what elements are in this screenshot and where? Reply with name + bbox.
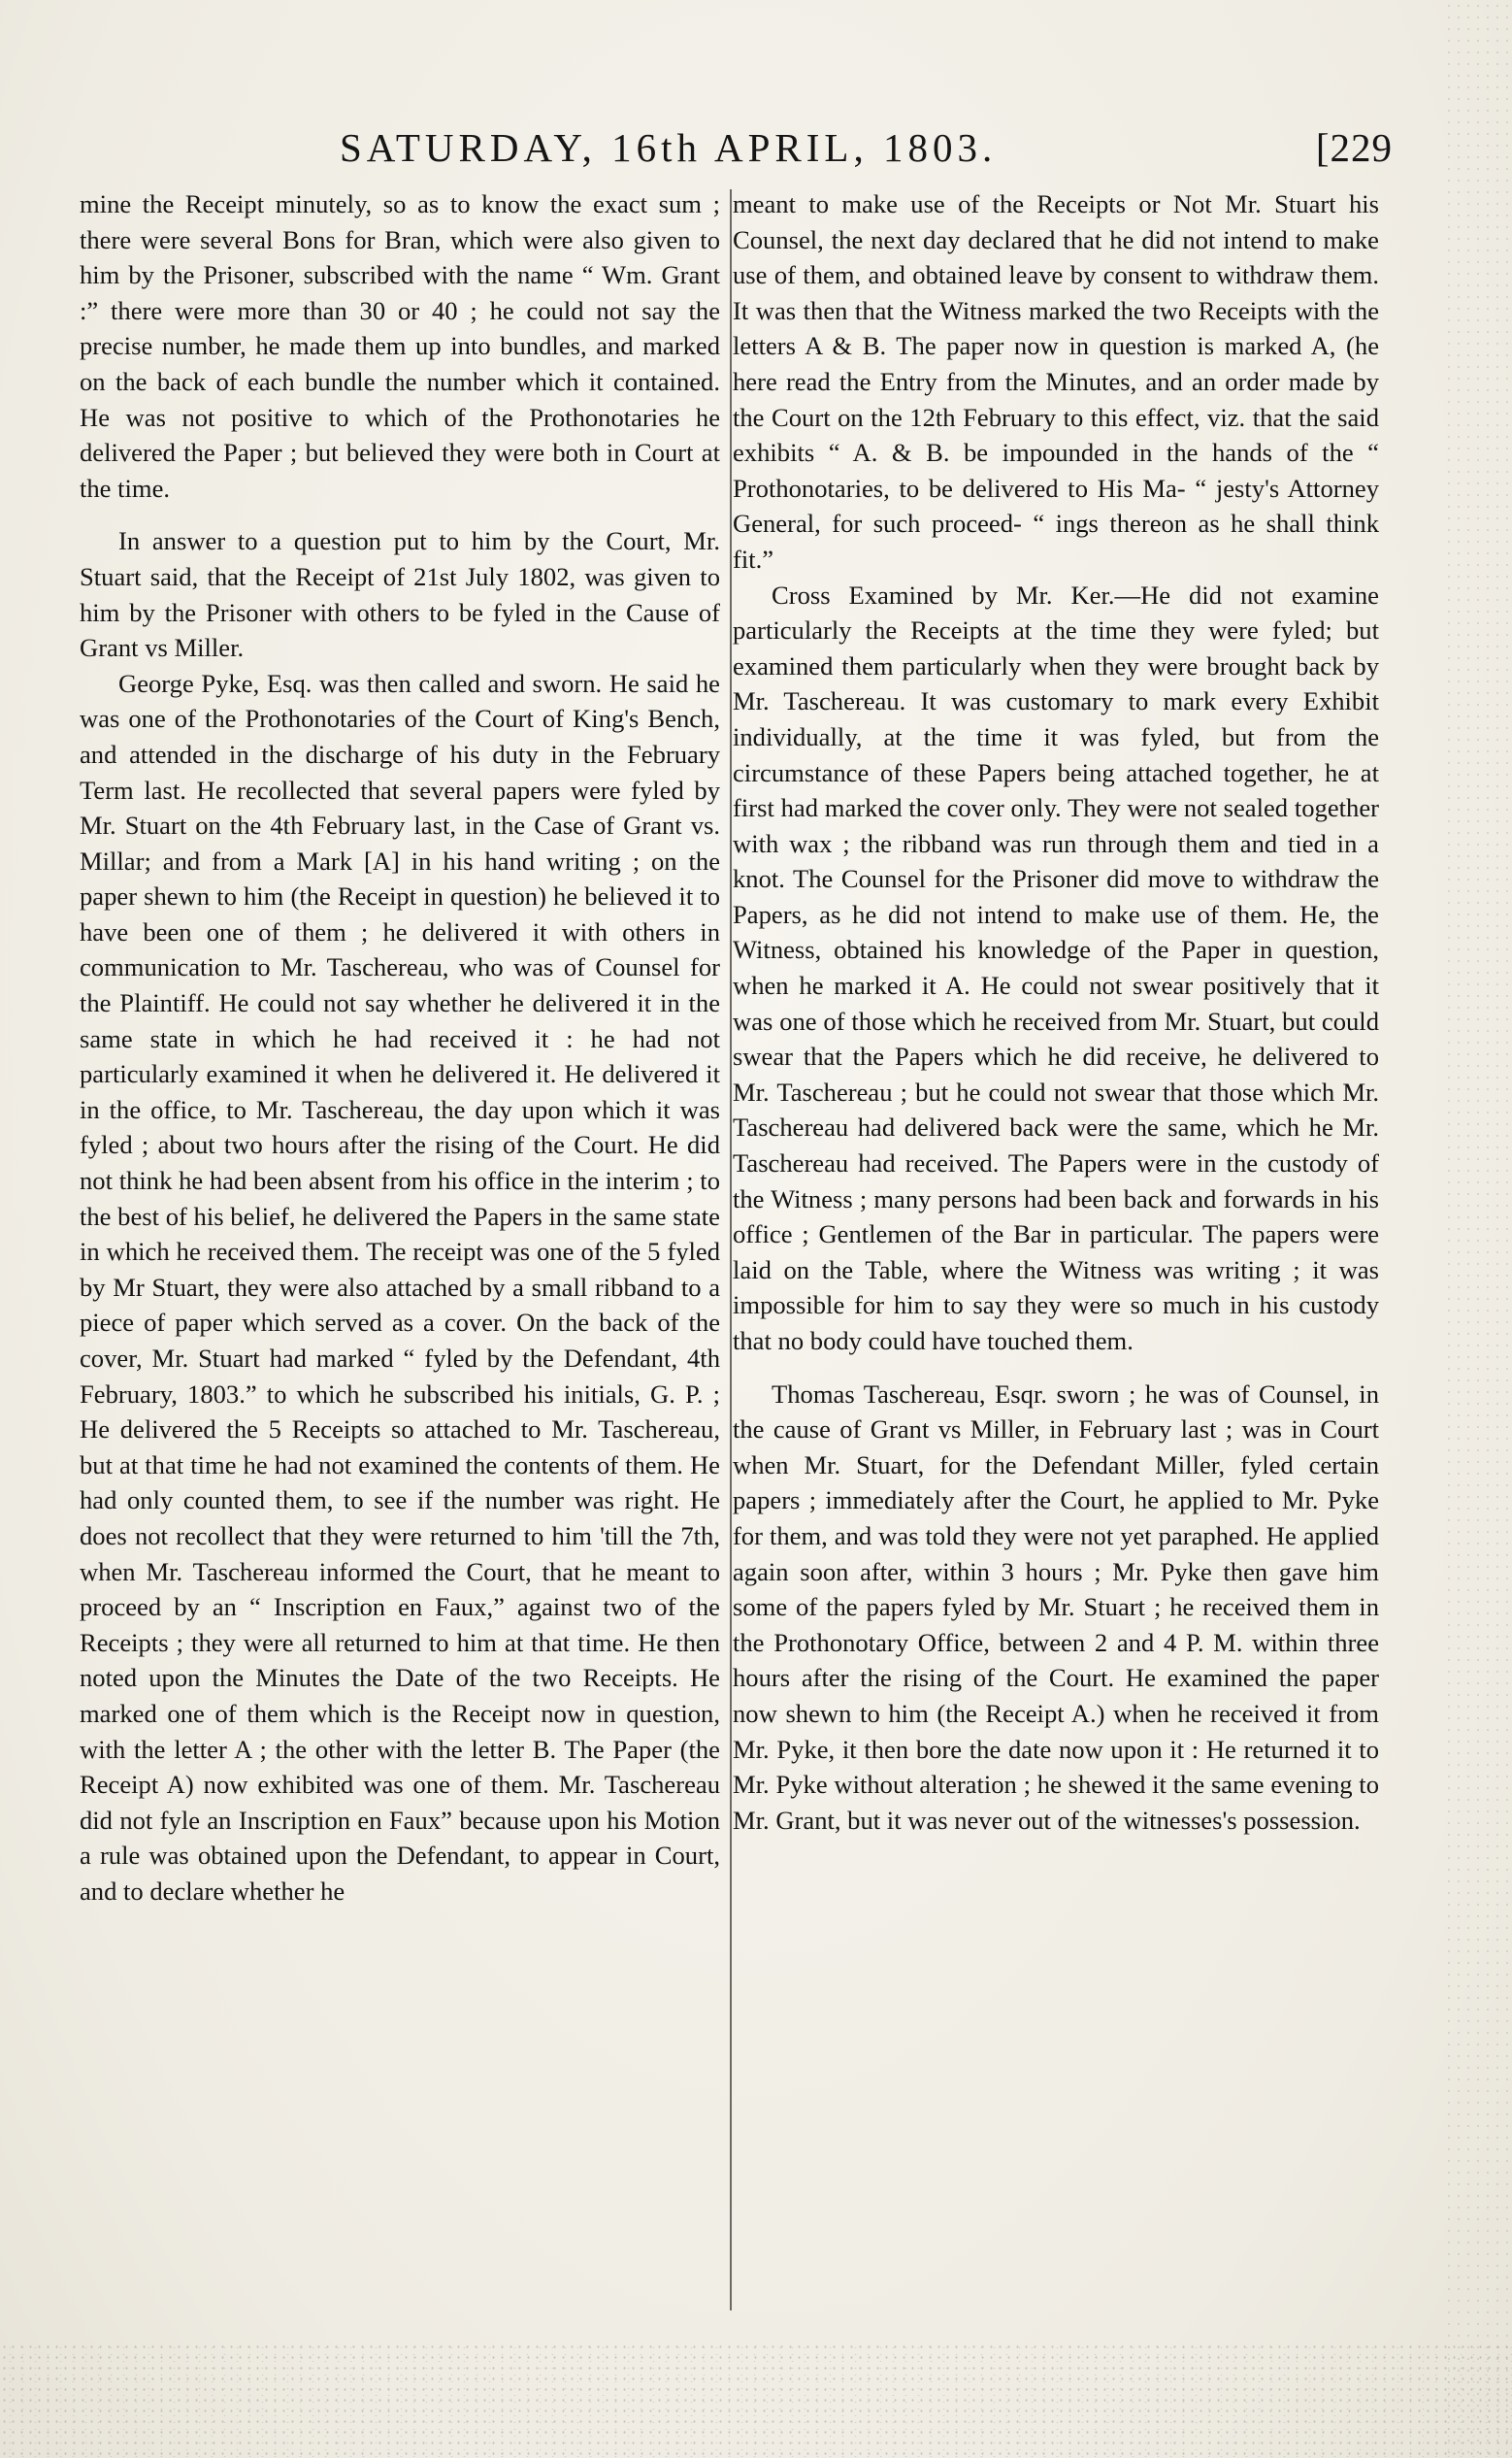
right-paragraph-2: Cross Examined by Mr. Ker.—He did not examine particularly the Receipts at the time they were fyled; but examined them particularly when they were brought back by Mr. Taschereau. It was customary to mark every Exhibit individually, at the time it was fyled, but from the circumstance of these Papers being attached together, he at first had marked the cover only. They were not sealed together with wax ; the ribband was run through them and tied in a knot. The Counsel for the Prisoner did move to withdraw the Papers, as he did not intend to make use of them. He, the Witness, obtained his knowledge of the Paper in question, when he marked it A. He could not swear positively that it was one of those which he received from Mr. Stuart, but could swear that the Papers which he did receive, he delivered to Mr. Taschereau ; but he could not swear that those which Mr. Taschereau had delivered back were the same, which he Mr. Taschereau had received. The Papers were in the custody of the Witness ; many persons had been back and forwards in his office ; Gentlemen of the Bar in particular. The papers were laid on the Table, where the Witness was writing ; it was impossible for him to say they were so much in his custody that no body could have touched them. xyxy=(733,580,1379,1355)
paper-speckle-right xyxy=(1444,0,1512,2458)
column-divider xyxy=(730,189,732,2310)
left-paragraph-3: George Pyke, Esq. was then called and sworn. He said he was one of the Prothonotaries of the Court of King's Bench, and attended in the discharge of his duty in the February Term last. He recollected that several papers were fyled by Mr. Stuart on the 4th February last, in the Case of Grant vs. Millar; and from a Mark [A] in his hand writing ; on the paper shewn to him (the Receipt in question) he believed it to have been one of them ; he delivered it with others in communication to Mr. Taschereau, who was of Counsel for the Plaintiff. He could not say whether he delivered it in the same state in which he had received it : he had not particularly examined it when he delivered it. He delivered it in the office, to Mr. Taschereau, the day upon which it was fyled ; about two hours after the rising of the Court. He did not think he had been absent from his office in the interim ; to the best of his belief, he delivered the Papers in the same state in which he received them. The receipt was one of the 5 fyled by Mr Stuart, they were also attached by a small ribband to a piece of paper which served as a cover. On the back of the cover, Mr. Stuart had marked “ fyled by the Defendant, 4th February, 1803.” to which he subscribed his initials, G. P. ; He delivered the 5 Receipts so attached to Mr. Taschereau, but at that time he had not examined the contents of them. He had only counted them, to see if the number was right. He does not recollect that they were returned to him 'till the 7th, when Mr. Taschereau informed the Court, that he meant to proceed by an “ Inscription en Faux,” against two of the Receipts ; they were all returned to him at that time. He then noted upon the Minutes the Date of the two Receipts. He marked one of them which is the Receipt now in question, with the letter A ; the other with the letter B. The Paper (the Receipt A) now exhibited was one of them. Mr. Taschereau did not fyle an Inscription en Faux” because upon his Motion a rule was obtained upon the Defendant, to appear in Court, and to declare whether he xyxy=(80,668,720,1906)
right-paragraph-3: Thomas Taschereau, Esqr. sworn ; he was of Counsel, in the cause of Grant vs Miller, in February last ; was in Court when Mr. Stuart, for the Defendant Miller, fyled certain papers ; immediately after the Court, he applied to Mr. Pyke for them, and was told they were not yet paraphed. He applied again soon after, within 3 hours ; Mr. Pyke then gave him some of the papers fyled by Mr. Stuart ; he received them in the Prothonotary Office, between 2 and 4 P. M. within three hours after the rising of the Court. He examined the paper now shewn to him (the Receipt A.) when he received it from Mr. Pyke, it then bore the date now upon it : He returned it to Mr. Pyke without alteration ; he shewed it the same evening to Mr. Grant, but it was never out of the witnesses's possession. xyxy=(733,1378,1379,1835)
right-column xyxy=(733,186,1379,2322)
right-paragraph-1: meant to make use of the Receipts or Not Mr. Stuart his Counsel, the next day declared that he did not intend to make use of them, and obtained leave by consent to withdraw them. It was then that the Witness marked the two Receipts with the letters A & B. The paper now in question is marked A, (he here read the Entry from the Minutes, and an order made by the Court on the 12th February to this effect, viz. that the said exhibits “ A. & B. be impounded in the hands of the “ Prothonotaries, to be delivered to His Ma- “ jesty's Attorney General, for such proceed- “ ings thereon as he shall think fit.” xyxy=(733,189,1379,574)
running-title: SATURDAY, 16th APRIL, 1803. xyxy=(340,125,998,170)
page-number: [229 xyxy=(1315,125,1393,170)
left-paragraph-2: In answer to a question put to him by the Court, Mr. Stuart said, that the Receipt of 21st July 1802, was given to him by the Prisoner with others to be fyled in the Cause of Grant vs Miller. xyxy=(80,526,720,663)
page-header xyxy=(340,124,1393,183)
left-paragraph-1: mine the Receipt minutely, so as to know the exact sum ; there were several Bons for Bran, which were also given to him by the Prisoner, subscribed with the name “ Wm. Grant :” there were more than 30 or 40 ; he could not say the precise number, he made them up into bundles, and marked on the back of each bundle the number which it contained. He was not positive to which of the Prothonotaries he delivered the Paper ; but believed they were both in Court at the time. xyxy=(80,189,720,503)
left-column xyxy=(80,186,720,2322)
paper-speckle-bottom xyxy=(0,2342,1512,2458)
